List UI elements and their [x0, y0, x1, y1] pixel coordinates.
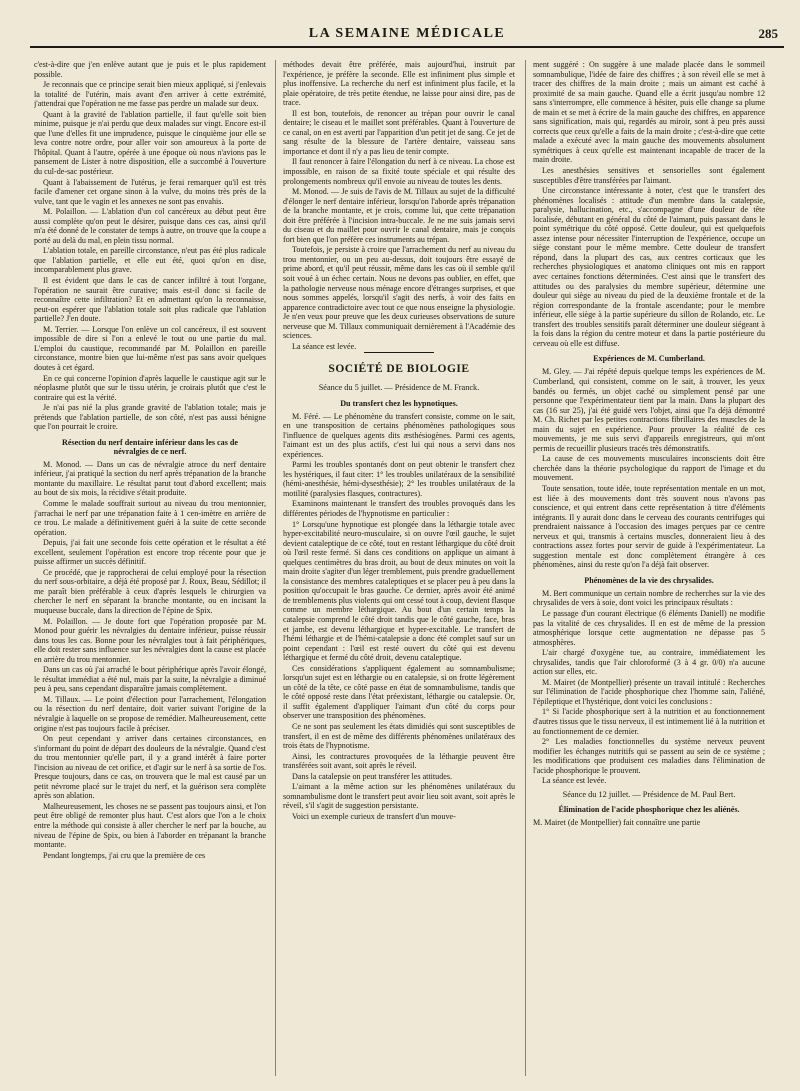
paragraph: Il est bon, toutefois, de renoncer au trépan pour ouvrir le canal dentaire; le ciseau et le maillet sont préférables. Quant à l'ouverture de ce canal, on en est averti par l'apparition d'un petit jet de sang. Ce jet de sang résulte de la blessure de l'artère dentaire, vaisseau sans importance et dont il n'y a pas lieu de tenir compte.: [283, 108, 515, 156]
paragraph: 2° Les maladies fonctionnelles du système nerveux peuvent modifier les échanges nutritifs qui se passent au sein de ce système ; les modifications que produisent ces maladies dans l'élimination de l'acide phosphorique le prouvent.: [533, 737, 765, 775]
paragraph: M. Féré. — Le phénomène du transfert consiste, comme on le sait, en une transposition de certains phénomènes pathologiques sous l'influence de quelques agents dits æsthésiogènes. Parmi ces agents, l'aimant est un des plus actifs, c'est lui qui nous a servi dans nos expériences.: [283, 411, 515, 459]
paragraph: méthodes devait être préférée, mais aujourd'hui, instruit par l'expérience, je préfère la seconde. Elle est infiniment plus simple et plus inoffensive. La recherche du nerf est infiniment plus facile, et la plaie opératoire, de très petite étendue, ne laisse pour ainsi dire, pas de trace.: [283, 60, 515, 108]
paragraph: Toute sensation, toute idée, toute représentation mentale en un mot, est liée à des mouvements dont très souvent nous n'avons pas conscience, et qui entrent dans cette représentation à titre d'éléments intégrants. Il y aurait donc dans le cerveau des courants centrifuges qui prendraient naissance à l'occasion des images perçues par ce centre nerveux et qui, transmis à certains muscles, donneraient lieu à des contractions assez fortes pour servir de guide à l'expérimentateur. La suggestion mentale est donc complètement étrangère à ces phénomènes, ainsi du reste qu'on l'a déjà fait observer.: [533, 483, 765, 570]
paragraph: Comme le malade souffrait surtout au niveau du trou mentonnier, j'arrachai le nerf par une trépanation faite à 1 cen-imètre en arrière de ce trou. Le malade a définitivement guéri à la suite de cette seconde opération.: [34, 498, 266, 537]
paragraph: c'est-à-dire que j'en enlève autant que je puis et le plus rapidement possible.: [34, 60, 266, 79]
paragraph: M. Gley. — J'ai répété depuis quelque temps les expériences de M. Cumberland, qui consistent, comme on le sait, à trouver, les yeux bandés ou fermés, un objet caché ou simplement pensé par une personne que l'expérimentateur tient par la main. Dans la plupart des cas (16 sur 25), j'ai été guidé vers l'objet, ainsi que l'a déjà démontré M. Ch. Richet par les petites contractions fibrillaires des muscles de la main du sujet en expérience. Pour prouver la réalité de ces mouvements, je me suis servi d'appareils enregistreurs, qui m'ont permis de recueillir plusieurs tracés très démonstratifs.: [533, 367, 765, 453]
session-line: Séance du 12 juillet. — Présidence de M. Paul Bert.: [562, 789, 736, 799]
paragraph: La cause de ces mouvements musculaires inconscients doit être cherchée dans la théorie psychologique du rapport de l'image et du mouvement.: [533, 454, 765, 483]
paragraph: L'air chargé d'oxygène tue, au contraire, immédiatement les chrysalides, tandis que l'air chloroformé (3 à 4 gr. 0/0) n'a aucune action sur elles, etc.: [533, 648, 765, 677]
paragraph: M. Terrier. — Lorsque l'on enlève un col cancéreux, il est souvent impossible de dire si l'on a enlevé le tout ou une partie du mal. L'emploi du caustique, recommandé par M. Polaillon en pareille circonstance, montre bien que lui-même n'est pas sans avoir quelques doutes à cet égard.: [34, 324, 266, 372]
paragraph: Dans la catalepsie on peut transférer les attitudes.: [292, 771, 453, 781]
paragraph: Une circonstance intéressante à noter, c'est que le transfert des phénomènes localisés : attitude d'un membre dans la catalepsie, paralysie, hallucination, etc., s'accompagne d'une douleur de tête localisée, débutant en général du côté de l'aimant, puis passant dans le point symétrique du côté opposé. Cette douleur, qui est quelquefois assez intense pour nécessiter l'interruption de l'expérience, occupe un siège constant pour le même membre. Cette douleur de transfert répond, dans la plupart des cas, aux centres corticaux que les recherches physiologiques et anatomo cliniques ont mis en rapport avec certaines fonctions déterminées. C'est ainsi que le transfert des attitudes ou des paralysies du membre supérieur, détermine une douleur qui siège au niveau du pied de la deuxième frontale et de la région correspondante de la frontale ascendante; pour le membre inférieur, elle siège à la partie supérieure du sillon de Rolando, etc. Le transfert des troubles sensitifs paraît déterminer une douleur siégeant à la fois dans la région du centre moteur et dans la partie postérieure du cerveau où elle est diffuse.: [533, 186, 765, 348]
paragraph: M. Monod. — Dans un cas de névralgie atroce du nerf dentaire inférieur, j'ai pratiqué la section du nerf après trépanation de la branche montante du maxillaire. Le résultat parut tout d'abord excellent; mais au bout de six mois, la récidive s'était produite.: [34, 459, 266, 498]
paragraph: M. Mairet (de Montpellier) présente un travail intitulé : Recherches sur l'élimination de l'acide phosphorique chez l'homme sain, l'aliéné, l'épileptique et l'hystérique, dont voici les conclusions :: [533, 677, 765, 706]
section-title: SOCIÉTÉ DE BIOLOGIE: [328, 363, 470, 376]
paragraph: Toutefois, je persiste à croire que l'arrachement du nerf au niveau du trou mentonnier, ou un peu au-dessus, doit toujours être essayé de prime abord, et qu'il peut réussir, même dans les cas où il semble qu'il soit voué à un échec certain. Nous ne devons pas oublier, en effet, que la pathologie nerveuse nous ménage encore d'étranges surprises, et que nous sommes appelés, lorsqu'il s'agit des nerfs, à voir des faits en apparence contradictoire avec tout ce que nous enseigne la physiologie. Je n'en veux pour preuve que les deux curieuses observations de suture nerveuse que M. Tillaux communiquait dernièrement à l'Académie des sciences.: [283, 245, 515, 341]
paragraph: M. Mairet (de Montpellier) fait connaître une partie: [533, 818, 701, 828]
journal-title: LA SEMAINE MÉDICALE: [308, 26, 506, 41]
paragraph: Je n'ai pas nié la plus grande gravité de l'ablation totale; mais je prétends que l'ablation partielle, de son côté, n'est pas aussi bénigne que l'on pourrait le croire.: [34, 403, 266, 432]
paragraph: L'ablation totale, en pareille circonstance, n'eut pas été plus radicale que l'ablation partielle, et elle eut été, quoi qu'on en dise, incomparablement plus grave.: [34, 246, 266, 275]
section-rule: [364, 352, 434, 353]
paragraph: Ainsi, les contractures provoquées de la léthargie peuvent être transférées soit avant, soit après le réveil.: [283, 751, 515, 771]
paragraph: 1° Si l'acide phosphorique sert à la nutrition et au fonctionnement d'autres tissus que le tissu nerveux, il est intimement lié à la nutrition et au fonctionnement de ce dernier.: [533, 707, 765, 736]
session-line: Séance du 5 juillet. — Présidence de M. Franck.: [318, 382, 480, 392]
paragraph: M. Monod. — Je suis de l'avis de M. Tillaux au sujet de la difficulté d'élonger le nerf dentaire inférieur, lorsqu'on l'aborde après trépanation de la branche montante, et je crois, comme lui, que cette trépanation doit être préférée à l'incision intra-buccale. Je ne me suis jamais servi du ciseau et du maillet pour ouvrir le canal dentaire, mais je conçois fort bien que l'on préfère ces instruments au trépan.: [283, 187, 515, 244]
paragraph: Les anesthésies sensitives et sensorielles sont également susceptibles d'être transférées par l'aimant.: [533, 166, 765, 185]
paragraph: M. Polaillon. — Je doute fort que l'opération proposée par M. Monod pour guérir les névralgies du dentaire inférieur, puisse réussir dans tous les cas. Bonne pour les névralgies tout à fait périphériques, elle doit rester sans influence sur les névralgies dont la cause est placée en arrière du trou mentonnier.: [34, 616, 266, 664]
paragraph: La séance est levée.: [542, 776, 607, 786]
paragraph: En ce qui concerne l'opinion d'après laquelle le caustique agit sur le néoplasme plutôt que sur le tissu utérin, je croirais plutôt que c'est le contraire qui est la vérité.: [34, 373, 266, 402]
paragraph: Malheureusement, les choses ne se passent pas toujours ainsi, et l'on peut être obligé de remonter plus haut. C'est alors que l'on a le choix entre la méthode qui consiste à aller chercher le nerf par la bouche, au niveau de l'épine de Spix, ou bien à l'aborder en trépanant la branche montante.: [34, 801, 266, 850]
paragraph: Depuis, j'ai fait une seconde fois cette opération et le résultat a été excellent, seulement l'opération est encore trop récente pour que je puisse affirmer un succès définitif.: [34, 538, 266, 567]
column-divider: [525, 60, 526, 1076]
paragraph: Voici un exemple curieux de transfert d'un mouve-: [292, 811, 456, 821]
paragraph: Ces considérations s'appliquent également au somnambulisme; lorsqu'un sujet est en léthargie ou en catalepsie, si on frotte légèrement un côté de la tête, ce côté passe en état de somnambulisme, tandis que le côté opposé reste dans l'état préexistant, léthargie ou catalepsie. Or, il suffit également d'appliquer l'aimant d'un côté du corps pour observer une transposition des phénomènes.: [283, 663, 515, 721]
paragraph: M. Tillaux. — Le point d'élection pour l'arrachement, l'élongation ou la résection du nerf dentaire, doit varier suivant l'origine de la névralgie à laquelle on se propose de remédier. Malheureusement, cette origine n'est pas toujours facile à préciser.: [34, 694, 266, 733]
paragraph: Dans un cas où j'ai arraché le bout périphérique après l'avoir élongé, le résultat immédiat a été nul, mais par la suite, la névralgie a diminué peu à peu, sans cependant disparaître jamais complètement.: [34, 665, 266, 694]
paragraph: Pendant longtemps, j'ai cru que la première de ces: [43, 850, 206, 860]
paragraph: On peut cependant y arriver dans certaines circonstances, en s'informant du point de départ des douleurs de la névralgie. Quand c'est du trou mentonnier qu'elle part, il y a grand intérêt à faire porter l'incision au niveau de cet orifice, et d'agir sur le nerf à sa sortie de l'os. Presque toujours, dans ce cas, on trouvera que le mal est causé par un petit névrome placé sur le trajet du nerf, et la guérison sera complète après son ablation.: [34, 734, 266, 801]
paragraph: Parmi les troubles spontanés dont on peut obtenir le transfert chez les hystériques, il faut citer: 1° les troubles unilatéraux de la sensibilité (hémi-anesthésie, hémi-dysesthésie); 2° les troubles unilatéraux de la motilité (paralysies flasques, contractures).: [283, 460, 515, 498]
paragraph: Quant à l'abaissement de l'utérus, je ferai remarquer qu'il est très facile d'amener cet organe sinon à la vulve, du moins très près de la vulve, tant que le vagin et les annexes ne sont pas envahis.: [34, 177, 266, 206]
running-header: [30, 24, 784, 46]
article-heading: Élimination de l'acide phosphorique chez les aliénés.: [558, 805, 740, 815]
paragraph: Quant à la gravité de l'ablation partielle, il faut qu'elle soit bien minime, puisque je n'ai perdu que deux malades sur vingt. Encore est-il que l'une d'elles fit une imprudence, puisque le cinquième jour elle se leva contre notre ordre, pour aller voir son amoureux à la porte de l'hôpital. Quant à l'autre, opérée à une époque où nous n'avions pas le pansement de Lister à notre disposition, elle a succombé à l'ouverture du cul-de-sac postérieur.: [34, 109, 266, 177]
paragraph: Examinons maintenant le transfert des troubles provoqués dans les différentes périodes de l'hypnotisme en particulier :: [283, 499, 515, 518]
column-right: [533, 60, 765, 1078]
paragraph: La séance est levée.: [292, 341, 357, 351]
paragraph: Il est évident que dans le cas de cancer infiltré à tout l'organe, l'opération ne saurait être curative; mais est-il donc si facile de reconnaître cette infiltration? Et en admettant qu'on la reconnaisse, peut-on espérer que l'ablation totale soit plus radicale que l'ablation partielle? J'en doute.: [34, 276, 266, 324]
article-heading: Phénomènes de la vie des chrysalides.: [584, 575, 714, 585]
column-left: [34, 60, 266, 1078]
header-rule: [30, 46, 784, 48]
paragraph: Je reconnais que ce principe serait bien mieux appliqué, si j'enlevais la totalité de l'utérin, mais avant d'en arriver à cette extrémité, j'attendrai que l'opération ne me fasse pas perdre un malade sur deux.: [34, 80, 266, 109]
paragraph: ment suggéré : On suggère à une malade placée dans le sommeil somnambulique, l'idée de faire des chiffres ; à son réveil elle se met à tracer des chiffres de la main droite ; mais un aimant est caché à proximité de sa main gauche. Quand elle a écrit jusqu'au nombre 12 sans s'interrompre, elle commence à hésiter, puis elle change sa plume de main et se met à écrire de la main gauche des chiffres, en apparence sans signification, mais qui, regardés au miroir, sont à peu près aussi corrects que ceux qu'elle a faits de la main droite ; c'est-à-dire que cette malade a exécuté avec la main gauche des mouvements absolument symétriques à ceux qu'elle est maintenant incapable de tracer de la main droite.: [533, 60, 765, 165]
paragraph: 1° Lorsqu'une hypnotique est plongée dans la léthargie totale avec hyper-excitabilité neuro-musculaire, si on ouvre l'œil gauche, le sujet devient cataleptique de ce côté, tout en restant léthargique du côté droit où l'œil reste fermé. Si dans ces conditions on applique un aimant à quelques centimètres du bras droit, au bout de deux minutes on voit la main droite s'agiter d'un léger tremblement, puis prendre graduellement la consistance des membres cataleptiques et se placer peu à peu dans la position qu'occupait le bras gauche. Ce dernier, après avoir été animé de tremblements plus violents qui ont cessé tout à coup, devient flasque comme un membre léthargique. Au bout d'un certain temps la catalepsie comprend le côté droit tandis que le côté gauche, face, bras et jambe, est devenu léthargique et hyper-excitable. Le transfert de l'hémi léthargie et de l'hémi-catalepsie a donc été complet sauf sur un point cependant : l'œil est resté ouvert du côté qui est devenu léthargique et fermé du côté droit, devenu cataleptique.: [283, 519, 515, 663]
paragraph: Le passage d'un courant électrique (6 éléments Daniell) ne modifie pas la vitalité de ces chrysalides. Il en est de même de la pression atmosphérique lorsque cette augmentation ne dépasse pas 5 atmosphères.: [533, 608, 765, 647]
paragraph: Ce procédé, que je rapprocherai de celui employé pour la résection du nerf sous-orbitaire, a déjà été proposé par J. Roux, Beau, Sédillot; il me paraît bien préférable à ceux d'après lesquels le chirurgien va chercher le nerf en séparant la branche montante, ou en incisant la muqueuse buccale, dans la direction de l'épine de Spix.: [34, 567, 266, 615]
article-heading: Résection du nerf dentaire inférieur dans les cas de névralgies de ce nerf.: [62, 437, 238, 456]
paragraph: M. Bert communique un certain nombre de recherches sur la vie des chrysalides de vers à soie, dont voici les principaux résultats :: [533, 588, 765, 608]
article-heading: Du transfert chez les hypnotiques.: [340, 398, 458, 408]
column-middle: [283, 60, 515, 1078]
paragraph: Il faut renoncer à faire l'élongation du nerf à ce niveau. La chose est impossible, en raison de sa fixité toute spéciale et qui résulte des prolongements nombreux qu'il envoie au niveau de toutes les dents.: [283, 157, 515, 186]
article-heading: Expériences de M. Cumberland.: [593, 354, 705, 364]
page-number: 285: [758, 26, 778, 41]
column-divider: [275, 60, 276, 1076]
paragraph: Ce ne sont pas seulement les états dimidiés qui sont susceptibles de transfert, il en est de même des différents phénomènes unilatéraux des trois états de l'hypnotisme.: [283, 722, 515, 751]
paragraph: M. Polaillon. — L'ablation d'un col cancéreux au début peut être aussi complète qu'on peut le désirer, puisque dans ces cas, ainsi qu'il m'a été donné de le constater de temps à autre, on trouve que la coupe a porté au delà du mal, en plein tissu normal.: [34, 207, 266, 245]
paragraph: L'aimant a la même action sur les phénomènes unilatéraux du somnambulisme dont le transfert peut avoir lieu soit avant, soit après le réveil, s'il s'agit de suggestion persistante.: [283, 782, 515, 811]
